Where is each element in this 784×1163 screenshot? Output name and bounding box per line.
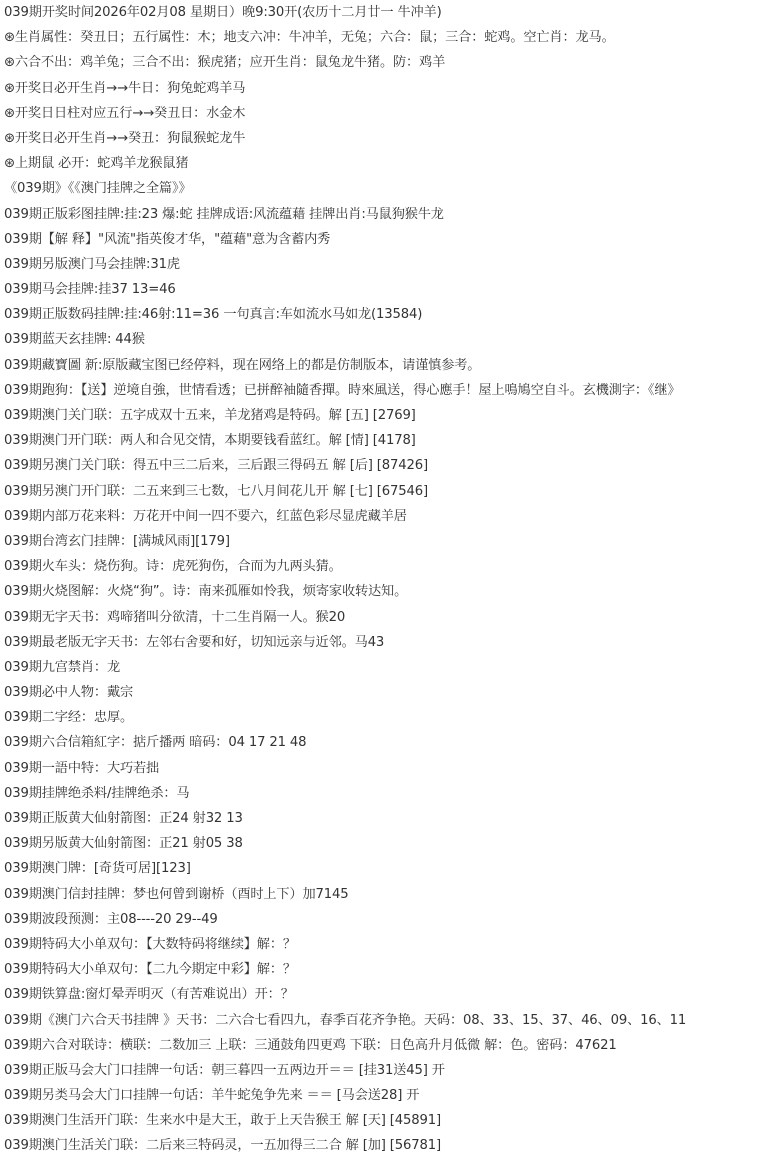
- text-line: 039期最老版无字天书：左邻右舍要和好，切知远亲与近邻。马43: [4, 634, 385, 650]
- text-line: 039期正版马会大门口挂牌一句话：朝三暮四一五两边开＝＝ [挂31送45] 开: [4, 1062, 445, 1078]
- text-line: 039期内部万花来料：万花开中间一四不要六，红蓝色彩尽显虎藏羊居: [4, 508, 407, 524]
- text-line: ⊛生肖属性：癸丑日；五行属性：木；地支六冲：牛冲羊，无兔；六合：鼠；三合：蛇鸡。空亡肖：龙马。: [4, 30, 615, 46]
- text-line: 039期特码大小单双句：【大数特码将继续】解：？: [4, 936, 296, 952]
- text-line: 039期台湾玄门挂牌：[满城风雨][179]: [4, 533, 230, 549]
- text-line: 039期正版黄大仙射箭图：正24 射32 13: [4, 811, 243, 826]
- text-line: ⊛开奖日必开生肖→→癸丑：狗鼠猴蛇龙牛: [4, 130, 246, 146]
- text-line: ⊛开奖日必开生肖→→牛日：狗兔蛇鸡羊马: [4, 80, 246, 96]
- text-line: 039期另类马会大门口挂牌一句话：羊牛蛇兔争先来 ＝＝ [马会送28] 开: [4, 1088, 420, 1104]
- text-line: 039期特码大小单双句：【二九今期定中彩】解：？: [4, 962, 296, 978]
- text-line: 039期藏寶圖 新:原版藏宝图已经停料，现在网络上的都是仿制版本，请谨慎参考。: [4, 357, 481, 373]
- text-line: 039期另版澳门马会挂牌:31虎: [4, 256, 180, 272]
- text-line: 039期六合信箱紅字：掂斤播两 暗码：04 17 21 48: [4, 735, 307, 751]
- text-line: 039期火车头：烧伤狗。诗：虎死狗伤，合而为九两头猜。: [4, 559, 342, 575]
- text-line: 039期另版黄大仙射箭图：正21 射05 38: [4, 836, 243, 852]
- text-line: 039期二字经：忠厚。: [4, 710, 134, 726]
- text-line: 039期澳门信封挂牌：梦也何曾到谢桥（酉时上下）加7145: [4, 886, 349, 902]
- text-line: ⊛上期鼠 必开：蛇鸡羊龙猴鼠猪: [4, 156, 189, 172]
- text-line: 039期澳门关门联：五字成双十五来，羊龙猪鸡是特码。解 [五] [2769]: [4, 408, 416, 423]
- text-line: 039期必中人物：戴宗: [4, 685, 134, 701]
- text-line: 039期澳门生活关门联：二后来三特码灵，一五加得三二合 解 [加] [56781]: [4, 1138, 442, 1154]
- text-line: 039期一語中特：大巧若拙: [4, 760, 160, 776]
- text-line: 039期六合对联诗：横联：二数加三 上联：三通鼓角四更鸡 下联：日色高升月低微 解：色。密码：47621: [4, 1037, 617, 1053]
- text-line: 039期澳门生活开门联：生来水中是大王，敢于上天告猴王 解 [天] [45891]: [4, 1113, 442, 1129]
- text-line: 039期火烧图解：火烧“狗”。诗：南来孤雁如怜我，烦寄家收转达知。: [4, 584, 408, 600]
- text-line: 039期铁算盘:窗灯晕弄明灭（有苦难说出）开：？: [4, 987, 294, 1003]
- text-line: 039期挂牌绝杀料/挂牌绝杀：马: [4, 785, 190, 801]
- text-line: 039期《澳门六合天书挂牌 》天书：二六合七看四九，春季百花齐争艳。天码：08、33、15、37、46、09、16、11: [4, 1012, 687, 1028]
- text-line: 039期蓝天玄挂牌: 44猴: [4, 332, 145, 348]
- text-line: 039期正版彩图挂牌:挂:23 爆:蛇 挂牌成语:风流蕴藉 挂牌出肖:马鼠狗猴牛龙: [4, 206, 444, 222]
- text-line: ⊛开奖日日柱对应五行→→癸丑日：水金木: [4, 105, 246, 121]
- text-line: 039期另澳门开门联：二五来到三七数，七八月间花儿开 解 [七] [67546]: [4, 483, 428, 499]
- text-line: 《039期》《《澳门挂牌之全篇》》: [4, 181, 192, 197]
- text-line: 039期无字天书：鸡啼猪叫分欲清，十二生肖隔一人。猴20: [4, 609, 346, 625]
- text-line: ⊛六合不出：鸡羊兔；三合不出：猴虎猪；应开生肖：鼠兔龙牛猪。防：鸡羊: [4, 55, 446, 71]
- text-line: 039期波段预测：主08----20 29--49: [4, 911, 218, 927]
- text-line: 039期跑狗：【送】逆境自強，世情看透；已拼醉袖隨香撣。時來風送，得心應手！屋上鳴鳩空自斗。玄機測字：《继》: [4, 382, 681, 398]
- text-line: 039期另澳门关门联：得五中三二后来，三后跟三得码五 解 [后] [87426]: [4, 458, 428, 474]
- text-line: 039期【解 释】"风流"指英俊才华，"蕴藉"意为含蓄内秀: [4, 231, 331, 247]
- text-line: 039期澳门牌：[奇货可居][123]: [4, 861, 191, 877]
- text-line: 039期正版数码挂牌:挂:46射:11=36 一句真言:车如流水马如龙(13584): [4, 307, 423, 323]
- text-line: 039期澳门开门联：两人和合见交情，本期要钱看蓝红。解 [情] [4178]: [4, 433, 416, 449]
- text-line: 039期马会挂牌:挂37 13=46: [4, 282, 176, 298]
- text-line: 039期九宫禁肖：龙: [4, 659, 120, 675]
- text-line: 039期开奖时间2026年02月08 星期日）晚9:30开(农历十二月廿一 牛冲羊): [4, 5, 442, 20]
